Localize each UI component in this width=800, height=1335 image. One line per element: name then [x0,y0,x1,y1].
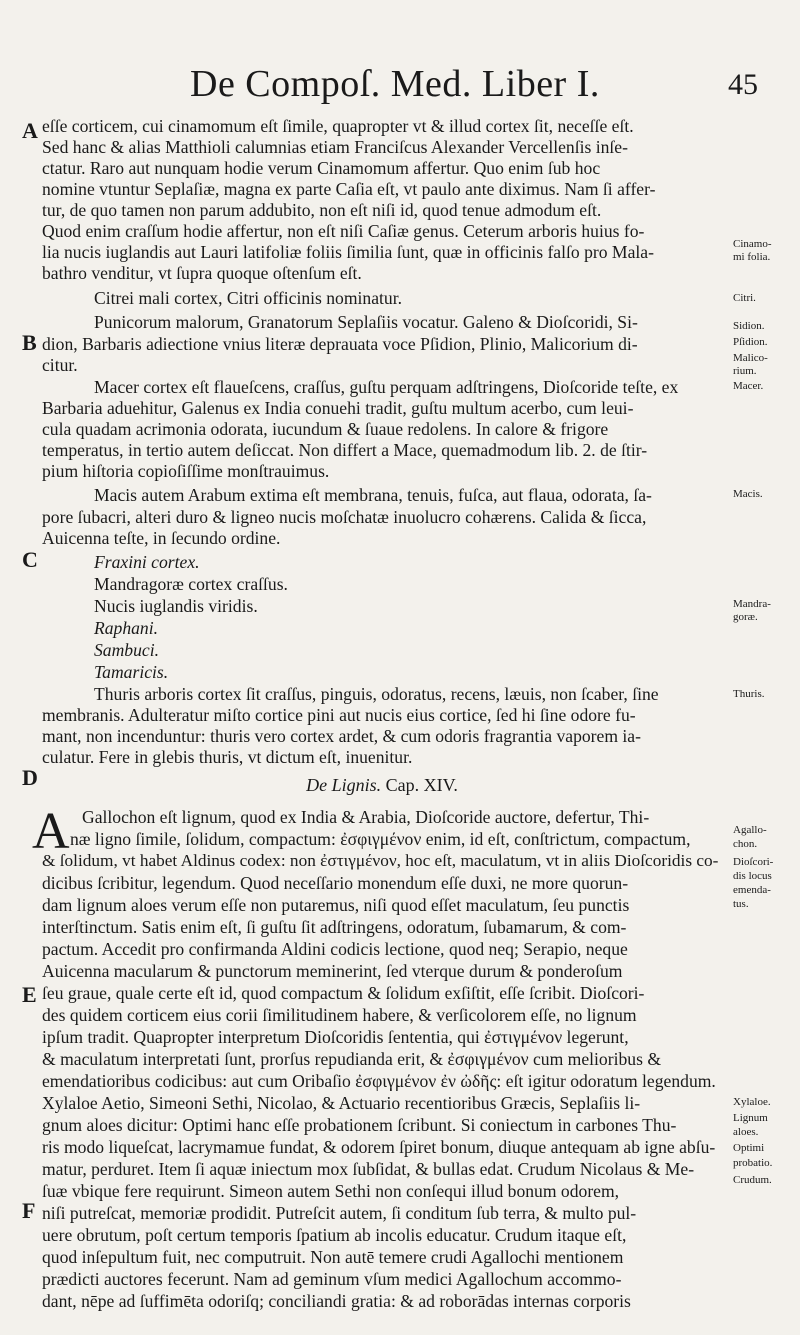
margin-note: Pſidion. [733,336,768,348]
text-line: Xylaloe Aetio, Simeoni Sethi, Nicolao, & Actuario recentioribus Græcis, Seplaſiis li- [42,1093,641,1113]
text-line: citur. [42,355,78,375]
margin-note: Dioſcori- [733,856,774,868]
text-line: Citrei mali cortex, Citri officinis nominatur. [94,288,403,308]
text-line: dion, Barbaris adiectione vnius literæ deprauata voce Pſidion, Plinio, Malicorium di- [42,334,638,354]
text-line: emendatioribus codicibus: aut cum Oribaſio ἐσφιγμένον ἐν ὠδῆς: eſt igitur odoratum legendum. [42,1071,716,1091]
section-letter-d: D [22,765,38,790]
margin-note: emenda- [733,884,771,896]
page-header [0,62,800,110]
text-line: Sambuci. [94,640,159,660]
text-line: Mandragoræ cortex craſſus. [94,574,288,594]
text-line: Quod enim craſſum hodie affertur, non eſt niſi Caſiæ genus. Ceterum arboris huius fo- [42,221,645,241]
text-line: prædicti auctores fecerunt. Nam ad geminum vſum medici Agallochum accommo- [42,1269,622,1289]
margin-note: Xylaloe. [733,1096,771,1108]
text-line: næ ligno ſimile, ſolidum, compactum: ἐσφιγμένον enim, id eſt, conſtrictum, compactum, [70,829,691,849]
text-line: ſuæ vbique fere requirunt. Simeon autem Sethi non conſequi illud bonum odorem, [42,1181,620,1201]
margin-note: mi folia. [733,251,771,263]
text-line: Fraxini cortex. [94,552,200,572]
margin-note: rium. [733,365,757,377]
text-line: Barbaria aduehitur, Galenus ex India conuehi tradit, guſtu multum acerbo, cum leui- [42,398,634,418]
text-line: Raphani. [94,618,159,638]
text-line: niſi putreſcat, memoriæ prodidit. Putreſcit autem, ſi conditum ſub terra, & multo pul- [42,1203,637,1223]
margin-note: Thuris. [733,688,765,700]
text-line: tur, de quo tamen non parum addubito, non eſt niſi id, quod tenue admodum eſt. [42,200,602,220]
text-line: pactum. Accedit pro confirmanda Aldini codicis lectione, quod neq; Serapio, neque [42,939,628,959]
margin-note: Crudum. [733,1174,772,1186]
text-line: eſſe corticem, cui cinamomum eſt ſimile, quapropter vt & illud cortex ſit, neceſſe eſt. [42,116,634,136]
text-line: Auicenna teſte, in ſecundo ordine. [42,528,281,548]
text-line: dant, nēpe ad ſuffimēta odoriſq; conciliandi gratia: & ad roborādas internas corporis [42,1291,631,1311]
text-line: Macis autem Arabum extima eſt membrana, tenuis, fuſca, aut flaua, odorata, ſa- [94,485,652,505]
text-line: & ſolidum, vt habet Aldinus codex: non ἐστιγμένον, hoc eſt, maculatum, vt in aliis Dioſcoridis co- [42,851,719,870]
section-letter-e: E [22,982,37,1007]
margin-note: Citri. [733,292,756,304]
margin-note: Macis. [733,488,763,500]
margin-note: Mandra- [733,598,771,610]
text-line: bathro venditur, vt ſupra quoque oſtenſum eſt. [42,263,362,283]
margin-note: Macer. [733,380,764,392]
text-line: nomine vtuntur Seplaſiæ, magna ex parte Caſia eſt, vt paulo ante diximus. Nam ſi affer- [42,179,656,199]
text-line: dam lignum aloes verum eſſe non putaremus, niſi quod eſſet maculatum, ſeu punctis [42,895,630,915]
text-line: membranis. Adulteratur miſto cortice pini aut nucis eius cortice, ſed hi ſine odore fu- [42,705,636,725]
text-line: Punicorum malorum, Granatorum Seplaſiis vocatur. Galeno & Dioſcoridi, Si- [94,312,638,332]
margin-note: Optimi [733,1142,765,1154]
text-line: quod inſepultum fuit, nec computruit. Non autē temere crudi Agallochi mentionem [42,1247,624,1267]
text-line: Thuris arboris cortex ſit craſſus, pinguis, odoratus, recens, læuis, non ſcaber, ſine [94,684,659,704]
section-letter-c: C [22,547,38,572]
page-number: 45 [728,68,758,101]
text-line: uere obrutum, poſt certum temporis ſpatium ab incolis educatur. Crudum itaque eſt, [42,1225,627,1245]
chapter-heading [42,775,722,796]
margin-note: probatio. [733,1157,773,1169]
text-line: Sed hanc & alias Matthioli calumnias etiam Franciſcus Alexander Vercellenſis inſe- [42,137,628,157]
text-line: pium hiſtoria copioſiſſime monſtrauimus. [42,461,330,481]
text-line: Nucis iuglandis viridis. [94,596,258,616]
text-line: ctatur. Raro aut nunquam hodie verum Cinamomum affertur. Quo enim ſub hoc [42,158,601,178]
margin-note: Malico- [733,352,768,364]
text-line: interſtinctum. Satis enim eſt, ſi guſtu ſit adſtringens, odoratum, ſubamarum, & com- [42,917,627,937]
text-line: Auicenna macularum & punctorum meminerint, ſed vterque durum & ponderoſum [42,961,623,981]
text-line: dicibus ſcribitur, legendum. Quod neceſſario monendum eſſe duxi, ne more quorun- [42,873,629,893]
text-line: ſeu graue, quale certe eſt id, quod compactum & ſolidum exſiſtit, eſſe ſcribit. Dioſcori- [42,983,645,1003]
chapter-number: Cap. XIV. [385,775,458,795]
text-line: Tamaricis. [94,662,169,682]
margin-note: dis locus [733,870,772,882]
drop-cap: A [32,803,70,860]
margin-note: goræ. [733,611,758,623]
text-line: gnum aloes dicitur: Optimi hanc eſſe probationem ſcribunt. Si coniectum in carbones Thu- [42,1115,677,1135]
running-title: De Compoſ. Med. Liber I. [190,63,600,105]
section-letter-b: B [22,330,37,355]
text-line: ipſum tradit. Quapropter interpretum Dioſcoridis ſententia, qui ἐστιγμένον legerunt, [42,1027,629,1047]
text-line: des quidem corticem eius corii ſimilitudinem habere, & verſicolorem eſſe, no lignum [42,1005,637,1025]
margin-note: chon. [733,838,758,850]
text-line: culatur. Fere in glebis thuris, vt dictum eſt, inuenitur. [42,747,413,767]
section-letter-f: F [22,1198,36,1223]
margin-note: Cinamo- [733,238,772,250]
text-line: lia nucis iuglandis aut Lauri latifoliæ foliis ſimilia ſunt, quæ in officinis falſo pro Mala- [42,242,654,262]
margin-note: tus. [733,898,749,910]
text-line: Gallochon eſt lignum, quod ex India & Arabia, Dioſcoride auctore, defertur, Thi- [82,807,650,827]
text-line: ris modo liqueſcat, lacrymamue fundat, & odorem ſpiret bonum, diuque antequam ab igne abſu- [42,1137,716,1157]
chapter-title: De Lignis. [306,775,382,795]
text-line: mant, non incenduntur: thuris vero cortex ardet, & cum odoris fragrantia vaporem ia- [42,726,641,746]
margin-note: Sidion. [733,320,765,332]
text-line: & maculatum interpretati ſunt, prorſus repudianda erit, & ἐσφιγμένον cum melioribus & [42,1049,662,1069]
section-letter-a: A [22,118,38,143]
text-line: temperatus, in tertio autem deſiccat. Non differt a Mace, quemadmodum lib. 2. de ſtir- [42,440,648,460]
text-line: matur, perduret. Item ſi aquæ iniectum mox ſubſidat, & bullas edat. Crudum Nicolaus & Me- [42,1159,695,1179]
margin-note: Agallo- [733,824,767,836]
margin-note: Lignum [733,1112,768,1124]
text-line: pore ſubacri, alteri duro & ligneo nucis moſchatæ inuolucro cohærens. Calida & ſicca, [42,507,647,527]
margin-note: aloes. [733,1126,759,1138]
text-line: Macer cortex eſt flaueſcens, craſſus, guſtu perquam adſtringens, Dioſcoride teſte, ex [94,377,679,397]
text-line: cula quadam acrimonia odorata, iucundum & ſuaue redolens. In calore & frigore [42,419,609,439]
